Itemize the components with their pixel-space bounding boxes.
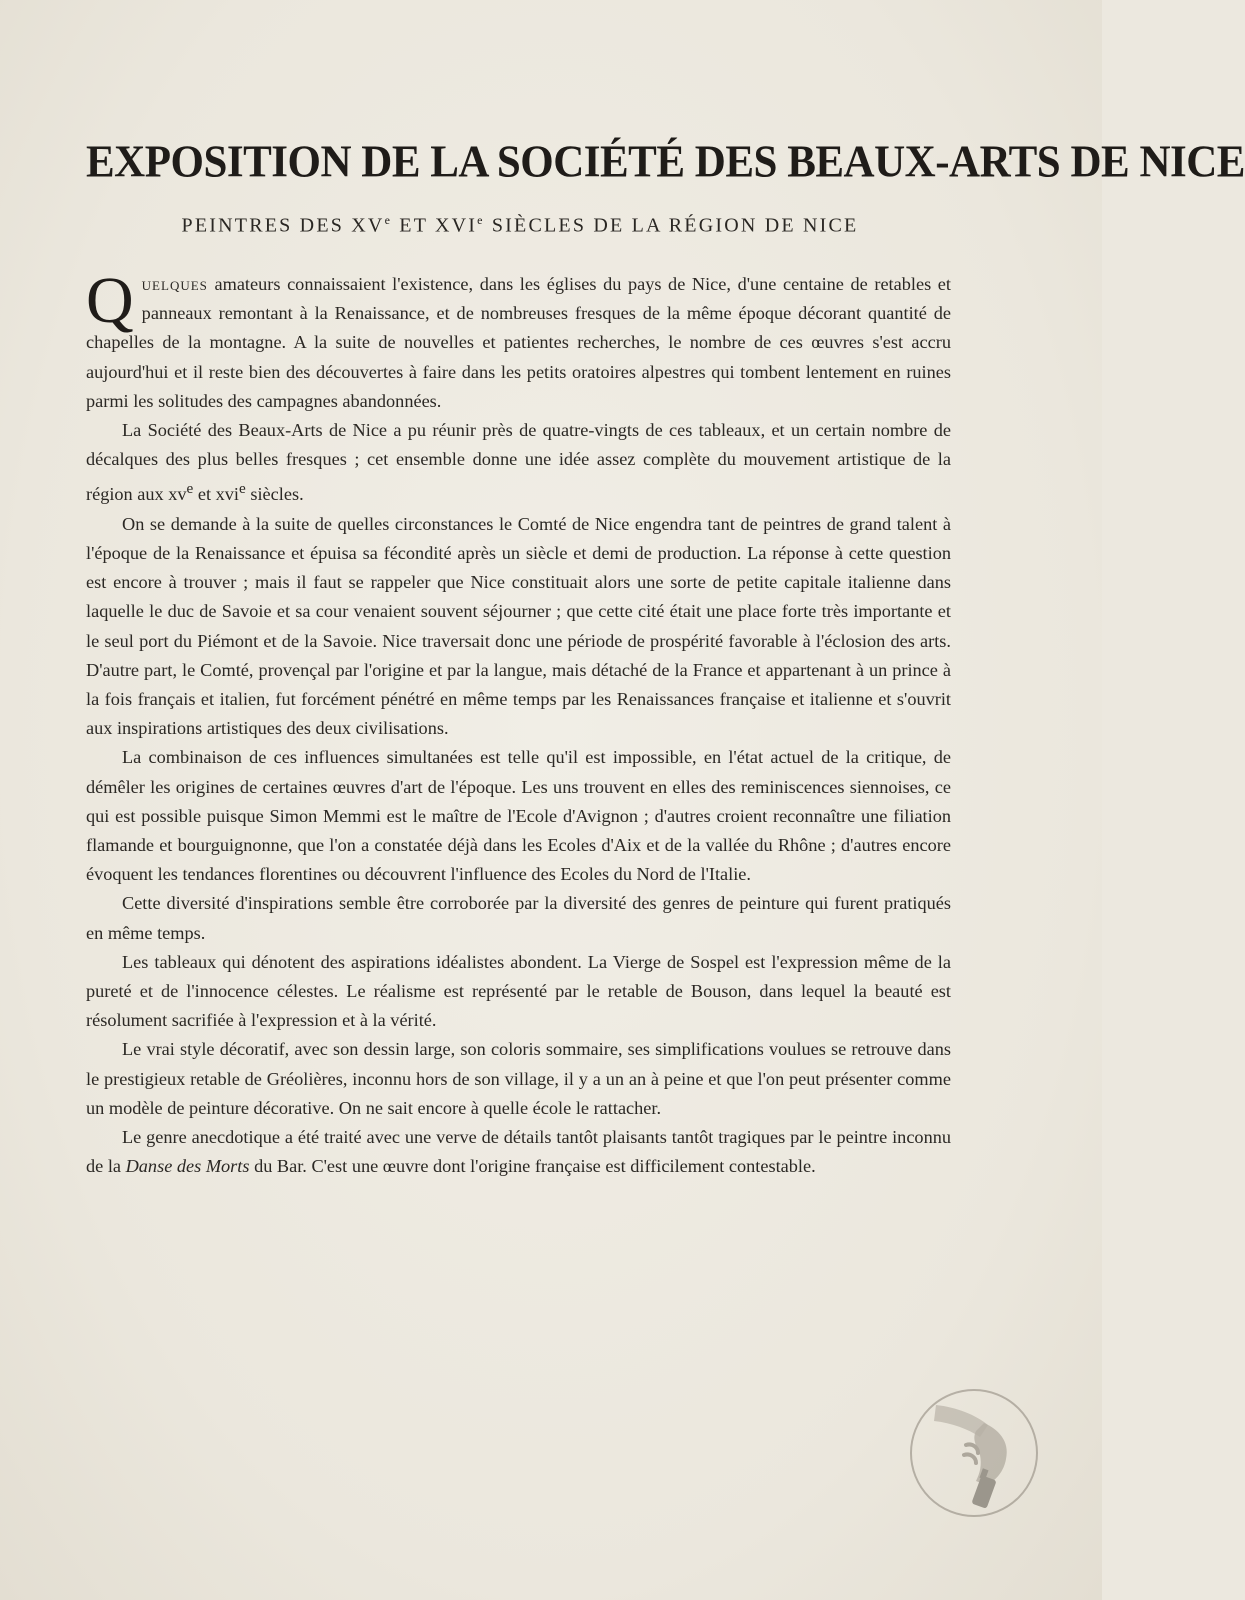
paragraph-2 bbox=[86, 416, 951, 510]
paragraph-8 bbox=[86, 1123, 951, 1181]
paragraph-4: La combinaison de ces influences simultanées est telle qu'il est impossible, en l'état actuel de la critique, de démêler les origines de certaines œuvres d'art de l'époque. Les uns trouvent en elles des reminiscences siennoises, ce qui est possible puisque Simon Memmi est le maître de l'Ecole d'Avignon ; d'autres croient reconnaître une filiation flamande et bourguignonne, que l'on a constatée déjà dans les Ecoles d'Aix et de la vallée du Rhône ; d'autres encore évoquent les tendances florentines ou découvrent l'influence des Ecoles du Nord de l'Italie. bbox=[86, 747, 951, 885]
subtitle-part-2: ET XVI bbox=[392, 214, 478, 237]
subtitle-superscript-1: e bbox=[384, 213, 393, 227]
paragraph-1-text: amateurs connaissaient l'existence, dans les églises du pays de Nice, d'une centaine de retables et panneaux remontant à la Renaissance, et de nombreuses fresques de la même époque décorant quantité de chapelles de la montagne. A la suite de nouvelles et patientes recherches, le nombre de ces œuvres s'est accru aujourd'hui et il reste bien des découvertes à faire dans les petits oratoires alpestres qui tombent lentement en ruines parmi les solitudes des campagnes abandonnées. bbox=[86, 274, 951, 411]
article-body bbox=[86, 264, 951, 1181]
paragraph-6: Les tableaux qui dénotent des aspirations idéalistes abondent. La Vierge de Sospel est l'expression même de la pureté et de l'innocence célestes. Le réalisme est représenté par le retable de Bouson, dans lequel la beauté est résolument sacrifiée à l'expression et à la vérité. bbox=[86, 951, 951, 1031]
paragraph-3: On se demande à la suite de quelles circonstances le Comté de Nice engendra tant de peintres de grand talent à l'époque de la Renaissance et épuisa sa fécondité après un siècle et demi de production. La réponse à cette question est encore à trouver ; mais il faut se rappeler que Nice constituait alors une sorte de petite capitale italienne dans laquelle le duc de Savoie et sa cour venaient souvent séjourner ; que cette cité était une place forte très importante et le seul port du Piémont et de la Savoie. Nice traversait donc une période de prospérité favorable à l'éclosion des arts. D'autre part, le Comté, provençal par l'origine et par la langue, mais détaché de la France et appartenant à un prince à la fois français et italien, fut forcément pénétré en même temps par les Renaissances française et italienne et s'ouvrit aux inspirations artistiques des deux civilisations. bbox=[86, 513, 951, 739]
paragraph-5: Cette diversité d'inspirations semble être corroborée par la diversité des genres de peinture qui furent pratiqués en même temps. bbox=[86, 893, 951, 943]
page-title: EXPOSITION DE LA SOCIÉTÉ DES BEAUX-ARTS DE NICE bbox=[86, 137, 1245, 188]
subtitle-part-3: SIÈCLES DE LA RÉGION DE NICE bbox=[484, 214, 859, 237]
drop-cap: Q bbox=[86, 264, 134, 337]
page-subtitle bbox=[120, 205, 920, 241]
paragraph-8-italic-title: Danse des Morts bbox=[125, 1156, 250, 1177]
subtitle-superscript-2: e bbox=[477, 213, 485, 227]
paragraph-2-text: La Société des Beaux-Arts de Nice a pu réunir près de quatre-vingts de ces tableaux, et un certain nombre de décalques des plus belles fresques ; cet ensemble donne une idée assez complète du mouvement artistique de la région aux xv bbox=[86, 420, 951, 505]
hand-holding-bottle-icon bbox=[906, 1385, 1042, 1521]
subtitle-part-1: PEINTRES DES XV bbox=[181, 214, 385, 237]
paragraph-2-text-2: et xvi bbox=[193, 484, 239, 505]
paragraph-2-text-3: siècles. bbox=[245, 484, 304, 505]
paragraph-8-text: Le genre anecdotique a été traité avec une verve de détails tantôt plaisants tantôt tragiques par le peintre inconnu de la bbox=[86, 1126, 951, 1177]
paragraph-1 bbox=[86, 264, 951, 416]
paragraph-1-smallcaps: uelques bbox=[141, 274, 208, 294]
paragraph-2-sup-1: e bbox=[186, 480, 194, 498]
paragraph-7: Le vrai style décoratif, avec son dessin large, son coloris sommaire, ses simplifications voulues se retrouve dans le prestigieux retable de Gréolières, inconnu hors de son village, il y a un an à peine et que l'on peut présenter comme un modèle de peinture décorative. On ne sait encore à quelle école le rattacher. bbox=[86, 1039, 951, 1118]
paragraph-2-sup-2: e bbox=[239, 480, 246, 498]
paragraph-8-text-2: du Bar. C'est une œuvre dont l'origine française est difficilement contestable. bbox=[249, 1156, 816, 1177]
